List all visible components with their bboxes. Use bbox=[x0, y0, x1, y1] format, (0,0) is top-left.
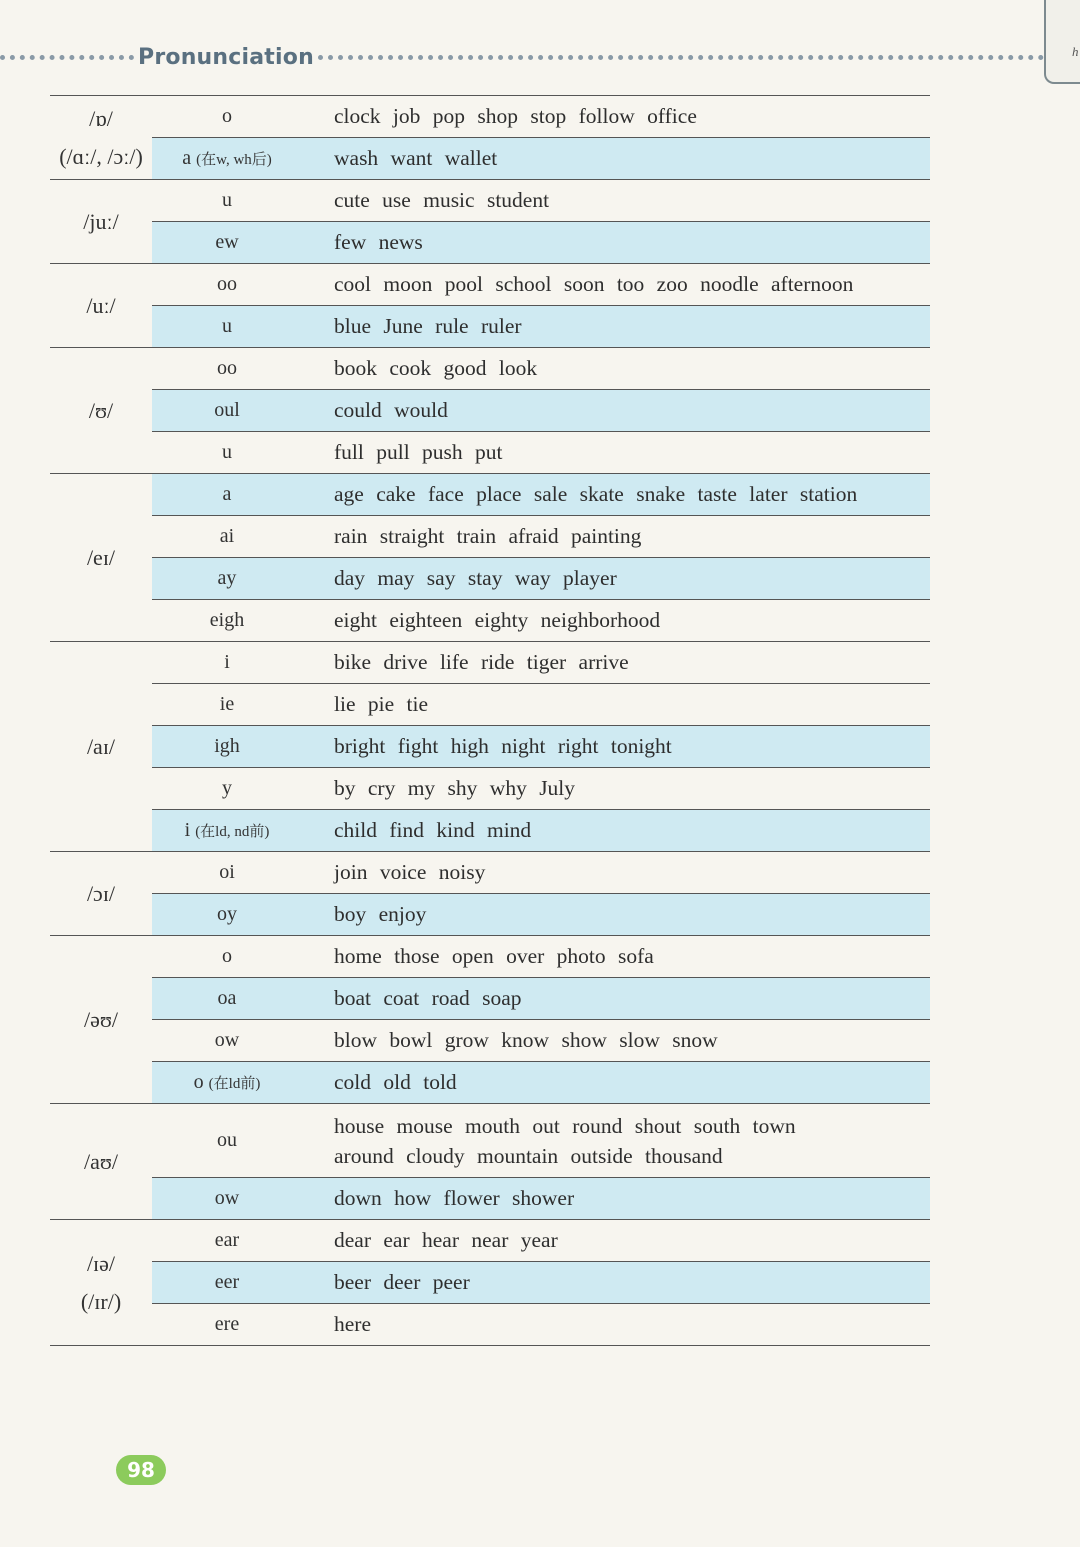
example-words: blue June rule ruler bbox=[334, 314, 522, 338]
phonetic-symbol bbox=[50, 348, 152, 473]
spelling-cell bbox=[152, 105, 302, 128]
spelling-pattern: ai bbox=[219, 525, 235, 547]
phonetic-symbol bbox=[50, 642, 152, 851]
phonetic-text: /uː/ bbox=[86, 292, 116, 318]
table-row bbox=[152, 1261, 930, 1303]
phonetic-text: (/ɪr/) bbox=[80, 1288, 122, 1314]
example-words: cute use music student bbox=[334, 188, 550, 212]
sound-group bbox=[50, 96, 930, 180]
spelling-pattern: ow bbox=[214, 1029, 240, 1051]
spelling-cell bbox=[152, 861, 302, 884]
phonetic-text: /ɪə/ bbox=[86, 1250, 116, 1276]
phonetic-symbol bbox=[50, 96, 152, 179]
spelling-note: (在w, wh后) bbox=[196, 152, 272, 168]
sound-group bbox=[50, 264, 930, 348]
spelling-pattern: y bbox=[222, 777, 232, 799]
pronunciation-table bbox=[50, 95, 930, 1346]
header-dotted-rule bbox=[318, 55, 1064, 60]
spelling-pattern: eer bbox=[214, 1271, 240, 1293]
spelling-cell bbox=[152, 1129, 302, 1152]
table-row bbox=[152, 557, 930, 599]
spelling-cell bbox=[152, 399, 302, 422]
spelling-pattern: ew bbox=[215, 231, 239, 253]
phonetic-text: /aɪ/ bbox=[86, 733, 116, 759]
table-row bbox=[152, 893, 930, 935]
spelling-pattern: oo bbox=[217, 273, 237, 295]
page-edge-tab bbox=[1044, 0, 1080, 84]
example-words: day may say stay way player bbox=[334, 566, 617, 590]
phonetic-text: /ʊ/ bbox=[88, 397, 114, 423]
spelling-pattern: u bbox=[222, 315, 232, 337]
spelling-cell bbox=[152, 987, 302, 1010]
phonetic-text: /eɪ/ bbox=[86, 544, 116, 570]
tab-letter: h bbox=[1072, 44, 1079, 59]
spelling-pattern: a bbox=[182, 147, 192, 169]
spelling-pattern: a bbox=[222, 483, 232, 505]
table-row bbox=[152, 1019, 930, 1061]
spelling-cell bbox=[152, 1071, 302, 1094]
table-row bbox=[152, 599, 930, 641]
example-words: blow bowl grow know show slow snow bbox=[334, 1028, 718, 1052]
phonetic-symbol bbox=[50, 852, 152, 935]
table-row bbox=[152, 1104, 930, 1177]
example-words: by cry my shy why July bbox=[334, 776, 576, 800]
table-row bbox=[152, 389, 930, 431]
phonetic-text: /ɔɪ/ bbox=[86, 880, 116, 906]
example-words: boat coat road soap bbox=[334, 986, 522, 1010]
phonetic-symbol bbox=[50, 1220, 152, 1345]
spelling-pattern: o bbox=[222, 105, 232, 127]
spelling-pattern: oa bbox=[217, 987, 237, 1009]
example-words: lie pie tie bbox=[334, 692, 428, 716]
example-words: wash want wallet bbox=[334, 146, 498, 170]
spelling-cell bbox=[152, 1271, 302, 1294]
spelling-cell bbox=[152, 777, 302, 800]
spelling-cell bbox=[152, 525, 302, 548]
spelling-cell bbox=[152, 819, 302, 842]
spelling-cell bbox=[152, 357, 302, 380]
spelling-note: (在ld前) bbox=[208, 1076, 261, 1092]
table-row bbox=[152, 1220, 930, 1261]
sound-group bbox=[50, 180, 930, 264]
example-words: could would bbox=[334, 398, 448, 422]
phonetic-text: /ɒ/ bbox=[89, 105, 113, 131]
table-row bbox=[152, 1303, 930, 1345]
example-words: bike drive life ride tiger arrive bbox=[334, 650, 629, 674]
example-words: here bbox=[334, 1312, 371, 1336]
phonetic-text: /aʊ/ bbox=[83, 1148, 119, 1174]
section-title: Pronunciation bbox=[138, 44, 314, 70]
example-words: rain straight train afraid painting bbox=[334, 524, 642, 548]
table-row bbox=[152, 725, 930, 767]
example-words: child find kind mind bbox=[334, 818, 532, 842]
spelling-pattern: ie bbox=[219, 693, 235, 715]
spelling-cell bbox=[152, 1029, 302, 1052]
example-words: down how flower shower bbox=[334, 1186, 575, 1210]
example-words: cold old told bbox=[334, 1070, 457, 1094]
spelling-pattern: o bbox=[193, 1071, 204, 1093]
spelling-cell bbox=[152, 735, 302, 758]
table-row bbox=[152, 515, 930, 557]
spelling-cell bbox=[152, 903, 302, 926]
spelling-cell bbox=[152, 147, 302, 170]
spelling-cell bbox=[152, 273, 302, 296]
spelling-pattern: oo bbox=[217, 357, 237, 379]
table-row bbox=[152, 683, 930, 725]
phonetic-symbol bbox=[50, 936, 152, 1103]
table-row bbox=[152, 977, 930, 1019]
spelling-pattern: u bbox=[222, 189, 232, 211]
phonetic-symbol bbox=[50, 180, 152, 263]
table-row bbox=[152, 221, 930, 263]
page-header bbox=[0, 38, 1064, 76]
example-words: age cake face place sale skate snake taste later station bbox=[334, 482, 858, 506]
table-row bbox=[152, 474, 930, 515]
spelling-pattern: i bbox=[224, 651, 230, 673]
example-words: dear ear hear near year bbox=[334, 1228, 558, 1252]
sound-group bbox=[50, 852, 930, 936]
phonetic-text: (/ɑː/, /ɔː/) bbox=[59, 143, 143, 169]
example-words: boy enjoy bbox=[334, 902, 427, 926]
sound-group bbox=[50, 642, 930, 852]
spelling-cell bbox=[152, 1187, 302, 1210]
sound-group bbox=[50, 1104, 930, 1220]
spelling-cell bbox=[152, 693, 302, 716]
spelling-pattern: oy bbox=[217, 903, 237, 925]
example-words: beer deer peer bbox=[334, 1270, 470, 1294]
example-words: bright fight high night right tonight bbox=[334, 734, 672, 758]
example-words: join voice noisy bbox=[334, 860, 486, 884]
example-words: clock job pop shop stop follow office bbox=[334, 104, 697, 128]
sound-group bbox=[50, 936, 930, 1104]
spelling-cell bbox=[152, 651, 302, 674]
spelling-cell bbox=[152, 1313, 302, 1336]
table-row bbox=[152, 767, 930, 809]
phonetic-text: /juː/ bbox=[83, 208, 119, 234]
header-dotted-rule bbox=[0, 55, 134, 60]
example-words: full pull push put bbox=[334, 440, 503, 464]
spelling-cell bbox=[152, 609, 302, 632]
page-number-badge: 98 bbox=[116, 1455, 166, 1485]
table-row bbox=[152, 431, 930, 473]
table-row bbox=[152, 348, 930, 389]
phonetic-symbol bbox=[50, 1104, 152, 1219]
spelling-cell bbox=[152, 945, 302, 968]
table-row bbox=[152, 180, 930, 221]
table-row bbox=[152, 1177, 930, 1219]
spelling-cell bbox=[152, 1229, 302, 1252]
table-row bbox=[152, 936, 930, 977]
phonetic-symbol bbox=[50, 474, 152, 641]
spelling-pattern: ere bbox=[214, 1313, 240, 1335]
spelling-pattern: ou bbox=[217, 1129, 237, 1151]
example-words: home those open over photo sofa bbox=[334, 944, 654, 968]
table-row bbox=[152, 1061, 930, 1103]
example-words: book cook good look bbox=[334, 356, 538, 380]
spelling-cell bbox=[152, 315, 302, 338]
table-row bbox=[152, 809, 930, 851]
spelling-cell bbox=[152, 189, 302, 212]
spelling-cell bbox=[152, 567, 302, 590]
table-row bbox=[152, 305, 930, 347]
table-row bbox=[152, 852, 930, 893]
spelling-pattern: eigh bbox=[209, 609, 245, 631]
spelling-cell bbox=[152, 231, 302, 254]
spelling-pattern: oi bbox=[219, 861, 235, 883]
sound-group bbox=[50, 1220, 930, 1346]
example-words: cool moon pool school soon too zoo noodle afternoon bbox=[334, 272, 854, 296]
example-words: few news bbox=[334, 230, 423, 254]
sound-group bbox=[50, 348, 930, 474]
spelling-pattern: u bbox=[222, 441, 232, 463]
spelling-pattern: oul bbox=[214, 399, 240, 421]
table-row bbox=[152, 642, 930, 683]
spelling-note: (在ld, nd前) bbox=[195, 824, 270, 840]
phonetic-symbol bbox=[50, 264, 152, 347]
phonetic-text: /əʊ/ bbox=[83, 1006, 119, 1032]
sound-group bbox=[50, 474, 930, 642]
spelling-pattern: o bbox=[222, 945, 232, 967]
spelling-cell bbox=[152, 441, 302, 464]
example-words: eight eighteen eighty neighborhood bbox=[334, 608, 661, 632]
table-row bbox=[152, 137, 930, 179]
example-words: house mouse mouth out round shout south town around cloudy mountain outside thousand bbox=[334, 1113, 796, 1168]
spelling-pattern: ear bbox=[214, 1229, 240, 1251]
spelling-pattern: ay bbox=[217, 567, 237, 589]
table-row bbox=[152, 96, 930, 137]
spelling-pattern: igh bbox=[214, 735, 240, 757]
spelling-cell bbox=[152, 483, 302, 506]
spelling-pattern: ow bbox=[214, 1187, 240, 1209]
table-row bbox=[152, 264, 930, 305]
spelling-pattern: i bbox=[184, 819, 191, 841]
